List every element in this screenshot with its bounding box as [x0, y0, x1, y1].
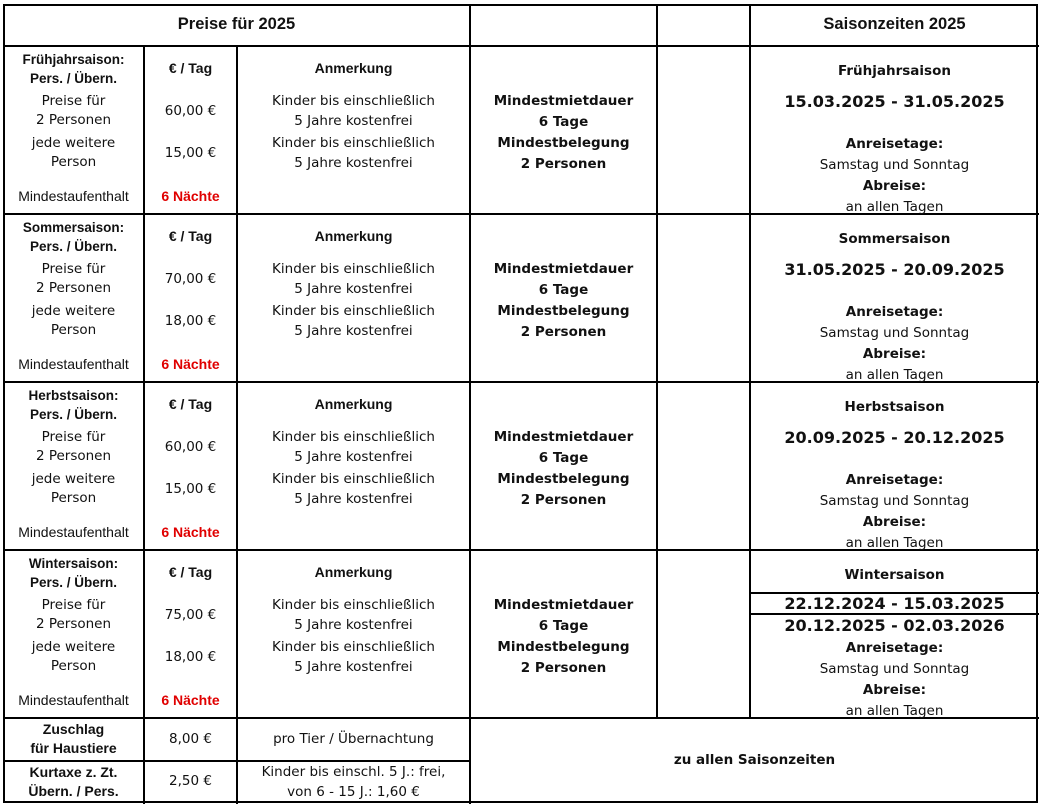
- kids-note: Kinder bis einschließlich 5 Jahre kostenfrei: [272, 261, 435, 297]
- price-2-persons: 70,00 €: [164, 271, 217, 287]
- min-rental-info: Mindestmietdauer 6 Tage Mindestbelegung 2 Personen: [493, 93, 634, 172]
- arrival-departure-info: Anreisetage: Samstag und Sonntag Abreise: an allen Tagen: [819, 136, 970, 215]
- note-header: Anmerkung: [314, 564, 393, 580]
- price-2-persons-label: Preise für 2 Personen: [35, 261, 112, 296]
- min-nights: 6 Nächte: [161, 524, 220, 540]
- extra-person-label: jede weitere Person: [31, 639, 116, 674]
- kids-note: Kinder bis einschließlich 5 Jahre kostenfrei: [272, 597, 435, 633]
- season-name: Herbstsaison: [844, 399, 945, 415]
- extra-person-price: 18,00 €: [164, 649, 217, 665]
- min-stay-label: Mindestaufenthalt: [18, 692, 129, 708]
- season-dates-second: 20.12.2025 - 02.03.2026: [784, 616, 1005, 635]
- pet-surcharge-price: 8,00 €: [169, 731, 212, 747]
- tourist-tax-label: Kurtaxe z. Zt. Übern. / Pers.: [28, 764, 119, 799]
- season-label: Frühjahrsaison: Pers. / Übern.: [22, 52, 125, 86]
- kids-note: Kinder bis einschließlich 5 Jahre kostenfrei: [272, 429, 435, 465]
- arrival-departure-info: Anreisetage: Samstag und Sonntag Abreise: an allen Tagen: [819, 472, 970, 551]
- season-dates: 15.03.2025 - 31.05.2025: [784, 92, 1005, 111]
- season-label: Wintersaison: Pers. / Übern.: [28, 556, 119, 590]
- note-header: Anmerkung: [314, 396, 393, 412]
- min-stay-label: Mindestaufenthalt: [18, 524, 129, 540]
- min-stay-label: Mindestaufenthalt: [18, 188, 129, 204]
- note-header: Anmerkung: [314, 60, 393, 76]
- season-dates: 22.12.2024 - 15.03.2025: [784, 594, 1005, 613]
- seasons-title: Saisonzeiten 2025: [823, 15, 966, 33]
- season-name: Sommersaison: [838, 231, 951, 247]
- eur-day-header: € / Tag: [168, 396, 213, 412]
- min-stay-label: Mindestaufenthalt: [18, 356, 129, 372]
- price-2-persons-label: Preise für 2 Personen: [35, 93, 112, 128]
- extra-person-price: 15,00 €: [164, 145, 217, 161]
- min-nights: 6 Nächte: [161, 692, 220, 708]
- min-rental-info: Mindestmietdauer 6 Tage Mindestbelegung 2 Personen: [493, 261, 634, 340]
- eur-day-header: € / Tag: [168, 564, 213, 580]
- season-dates: 31.05.2025 - 20.09.2025: [784, 260, 1005, 279]
- tourist-tax-note: Kinder bis einschl. 5 J.: frei, von 6 - 15 J.: 1,60 €: [261, 764, 446, 800]
- eur-day-header: € / Tag: [168, 228, 213, 244]
- extra-person-price: 15,00 €: [164, 481, 217, 497]
- min-rental-info: Mindestmietdauer 6 Tage Mindestbelegung 2 Personen: [493, 597, 634, 676]
- season-name: Frühjahrsaison: [838, 63, 951, 79]
- kids-note: Kinder bis einschließlich 5 Jahre kostenfrei: [272, 303, 435, 339]
- price-2-persons-label: Preise für 2 Personen: [35, 429, 112, 464]
- pet-surcharge-label: Zuschlag für Haustiere: [30, 721, 117, 756]
- kids-note: Kinder bis einschließlich 5 Jahre kostenfrei: [272, 135, 435, 171]
- kids-note: Kinder bis einschließlich 5 Jahre kostenfrei: [272, 93, 435, 129]
- price-2-persons: 60,00 €: [164, 439, 217, 455]
- extra-person-price: 18,00 €: [164, 313, 217, 329]
- arrival-departure-info: Anreisetage: Samstag und Sonntag Abreise: an allen Tagen: [819, 304, 970, 383]
- kids-note: Kinder bis einschließlich 5 Jahre kostenfrei: [272, 471, 435, 507]
- min-nights: 6 Nächte: [161, 356, 220, 372]
- extra-person-label: jede weitere Person: [31, 303, 116, 338]
- season-label: Sommersaison: Pers. / Übern.: [22, 220, 125, 254]
- season-name: Wintersaison: [844, 567, 945, 583]
- prices-title: Preise für 2025: [177, 15, 296, 33]
- price-2-persons-label: Preise für 2 Personen: [35, 597, 112, 632]
- price-2-persons: 75,00 €: [164, 607, 217, 623]
- kids-note: Kinder bis einschließlich 5 Jahre kostenfrei: [272, 639, 435, 675]
- extra-person-label: jede weitere Person: [31, 135, 116, 170]
- eur-day-header: € / Tag: [168, 60, 213, 76]
- min-nights: 6 Nächte: [161, 188, 220, 204]
- season-label: Herbstsaison: Pers. / Übern.: [28, 388, 119, 422]
- extra-person-label: jede weitere Person: [31, 471, 116, 506]
- price-2-persons: 60,00 €: [164, 103, 217, 119]
- pet-surcharge-note: pro Tier / Übernachtung: [273, 731, 434, 747]
- tourist-tax-price: 2,50 €: [169, 773, 212, 789]
- min-rental-info: Mindestmietdauer 6 Tage Mindestbelegung 2 Personen: [493, 429, 634, 508]
- season-dates: 20.09.2025 - 20.12.2025: [784, 428, 1005, 447]
- note-header: Anmerkung: [314, 228, 393, 244]
- arrival-departure-info: Anreisetage: Samstag und Sonntag Abreise: an allen Tagen: [819, 640, 970, 719]
- all-seasons-note: zu allen Saisonzeiten: [673, 752, 836, 768]
